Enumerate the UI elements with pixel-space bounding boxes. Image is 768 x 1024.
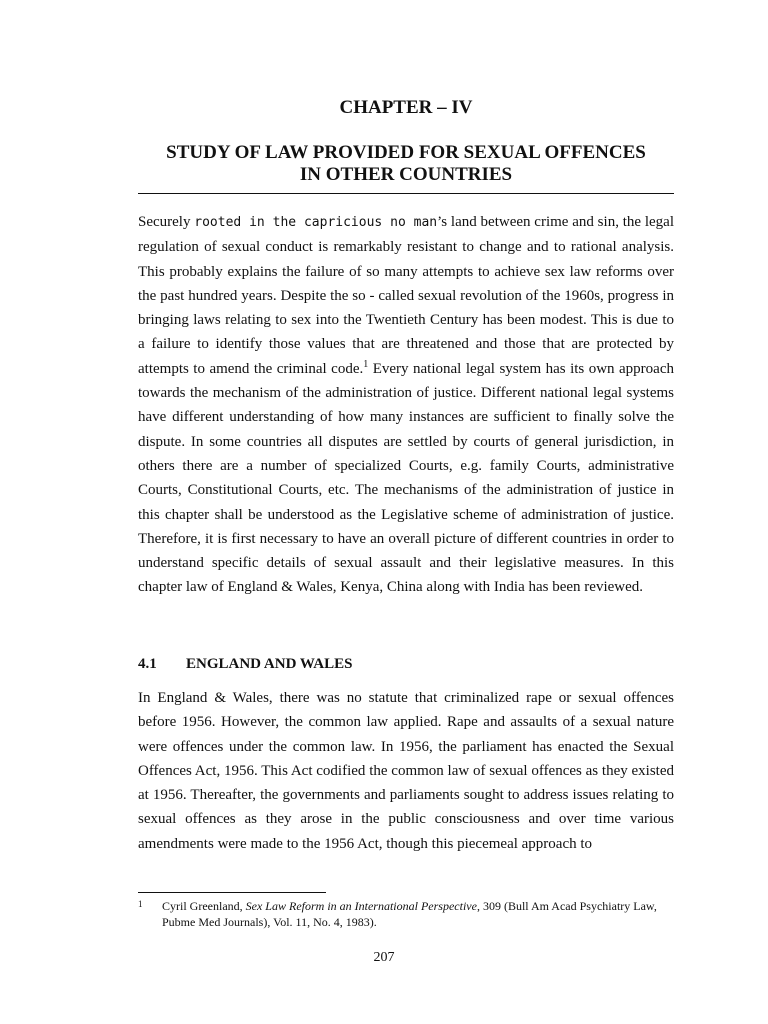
footnote-work: Sex Law Reform in an International Perspective [245,899,477,913]
intro-rest: Every national legal system has its own approach towards the mechanism of the administration of justice. Different national legal systems have different understanding of how many instances are sufficient to finally solve the dispute. In some countries all disputes are settled by courts of general jurisdiction, in others there are a number of specialized Courts, e.g. family Courts, administrative Courts, Constitutional Courts, etc. The mechanisms of the administration of justice in this chapter shall be understood as the Legislative scheme of administration of justice. Therefore, it is first necessary to have an overall picture of different countries in order to understand specific details of sexual assault and their legislative measures. In this chapter law of England & Wales, Kenya, China along with India has been reviewed. [138,360,674,596]
chapter-title [138,142,674,186]
title-underline [138,193,674,194]
footnote [138,898,674,930]
section-paragraph: In England & Wales, there was no statute that criminalized rape or sexual offences before 1956. However, the common law applied. Rape and assaults of a sexual nature were offences under the common law. In 1956, the parliament has enacted the Sexual Offences Act, 1956. This Act codified the common law of sexual offences as they existed at 1956. Thereafter, the governments and parliaments sought to address issues relating to sexual offences as they arose in the public consciousness and over time various amendments were made to the 1956 Act, though this piecemeal approach to [138,690,674,852]
page-number: 207 [373,950,395,965]
section-heading [138,654,352,674]
footnote-author: Cyril Greenland, [162,899,246,913]
intro-paragraph [138,210,674,600]
footnote-mark: 1 [138,899,143,909]
footnote-divider [138,892,326,893]
footnote-text [162,898,674,930]
section-number: 4.1 [138,656,157,672]
footnote-details: , 309 (Bull Am Acad Psychiatry Law, Pubme Med Journals), Vol. 11, No. 4, 1983). [162,899,657,929]
chapter-title-line-1: STUDY OF LAW PROVIDED FOR SEXUAL OFFENCES [166,142,646,163]
intro-text: ’s land between crime and sin, the legal regulation of sexual conduct is remarkably resistant to change and to rational analysis. This probably explains the failure of so many attempts to achieve sex law reforms over the past hundred years. Despite the so - called sexual revolution of the 1960s, progress in bringing laws relating to sex into the Twentieth Century has been modest. This is due to a failure to identify those values that are threatened and those that are protected by attempts to amend the criminal code. [138,214,674,377]
footnote-reference[interactable]: 1 [363,358,369,370]
section-title: ENGLAND AND WALES [186,656,353,672]
chapter-label: CHAPTER – IV [339,97,473,118]
chapter-title-line-2: IN OTHER COUNTRIES [299,164,513,185]
intro-lead: Securely [138,214,195,230]
intro-lead-mono: rooted in the capricious no man [194,215,438,230]
